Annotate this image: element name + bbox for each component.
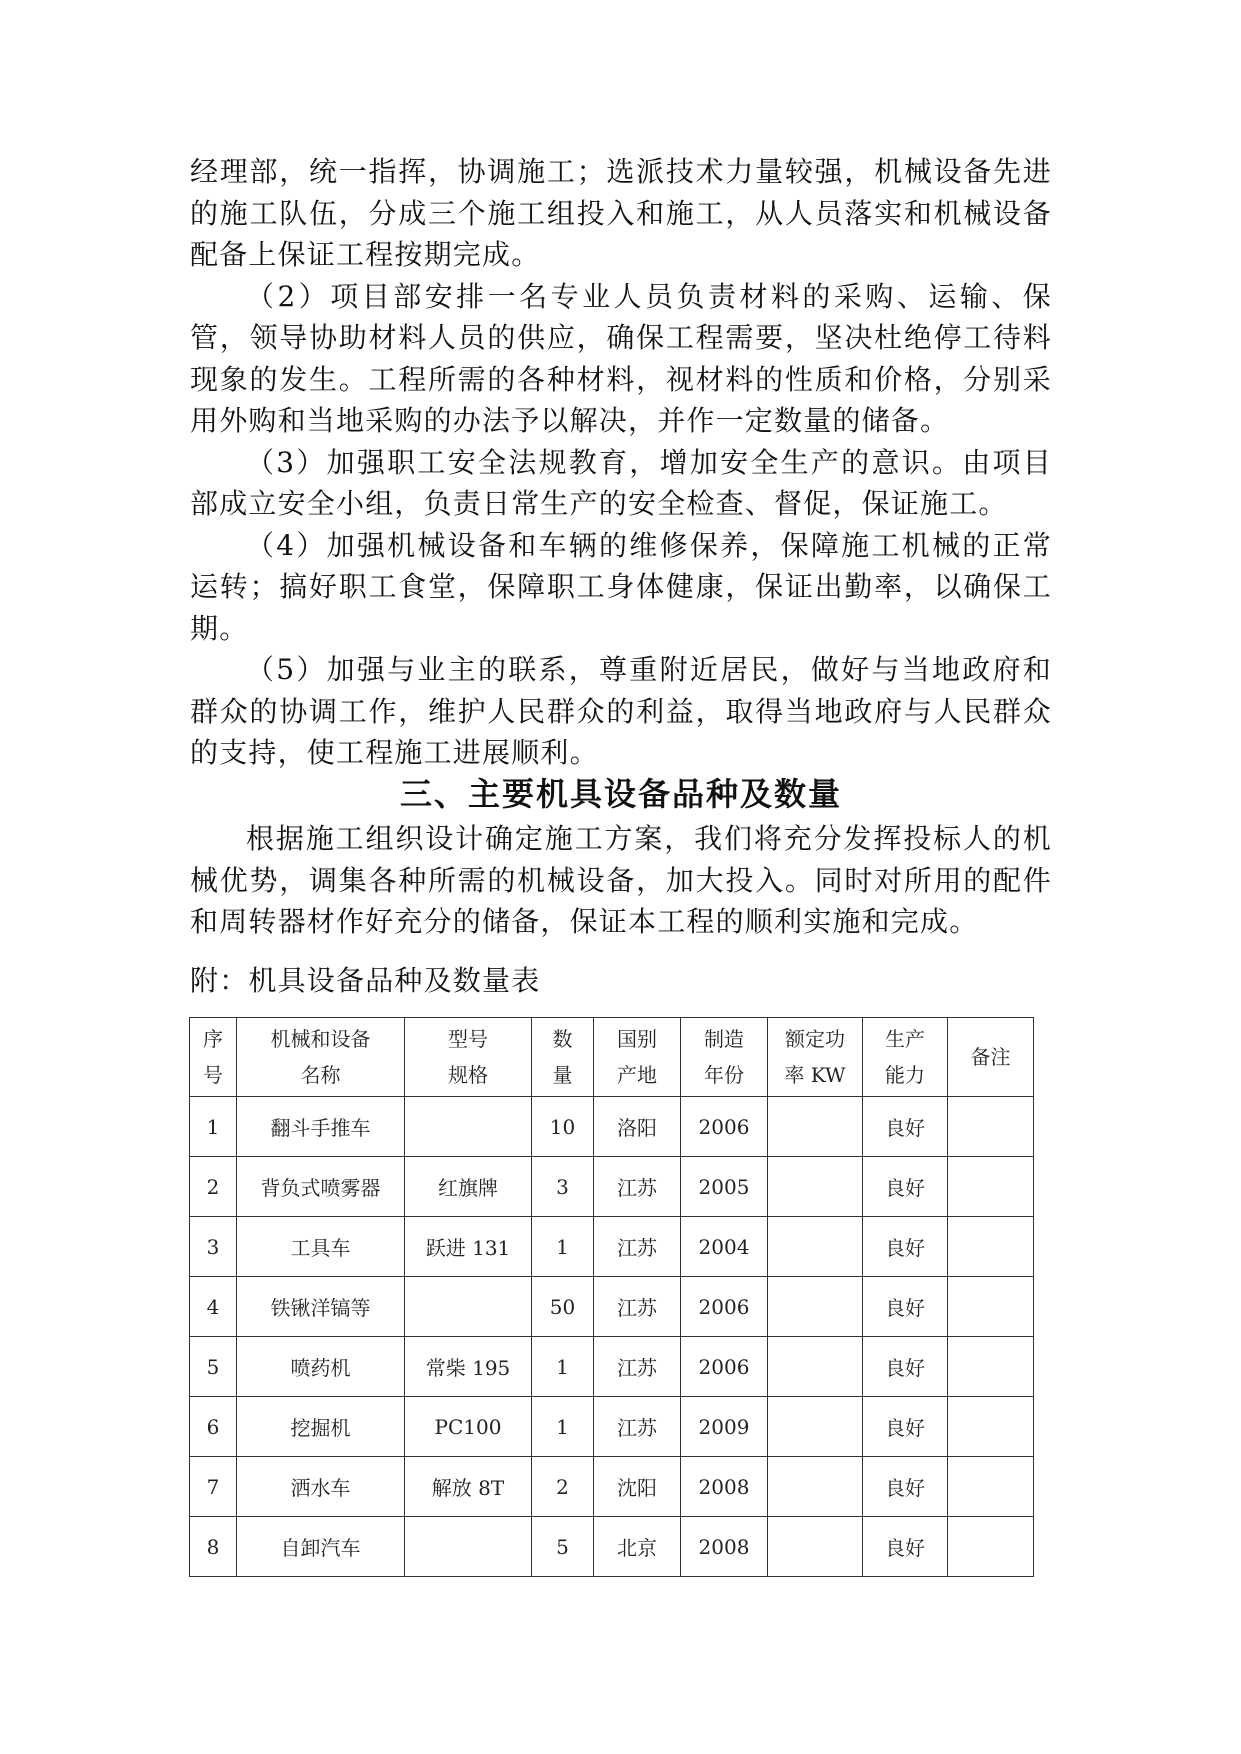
cell-year: 2008 — [681, 1457, 768, 1517]
cell-equipment-name: 翻斗手推车 — [237, 1097, 405, 1157]
table-row — [190, 1457, 1034, 1517]
cell-equipment-name: 挖掘机 — [237, 1397, 405, 1457]
cell-capacity: 良好 — [863, 1157, 948, 1217]
cell-capacity: 良好 — [863, 1337, 948, 1397]
cell-index: 3 — [190, 1217, 237, 1277]
table-row — [190, 1157, 1034, 1217]
section-text — [190, 818, 1052, 943]
section-paragraph: 根据施工组织设计确定施工方案，我们将充分发挥投标人的机械优势，调集各种所需的机械设备，加大投入。同时对所用的配件和周转器材作好充分的储备，保证本工程的顺利实施和完成。 — [190, 822, 1052, 938]
cell-year: 2009 — [681, 1397, 768, 1457]
table-row — [190, 1277, 1034, 1337]
equipment-table — [189, 1017, 1034, 1577]
cell-year: 2004 — [681, 1217, 768, 1277]
cell-origin: 江苏 — [594, 1157, 681, 1217]
cell-equipment-name: 背负式喷雾器 — [237, 1157, 405, 1217]
cell-index: 4 — [190, 1277, 237, 1337]
cell-index: 6 — [190, 1397, 237, 1457]
cell-index: 7 — [190, 1457, 237, 1517]
cell-remarks — [948, 1157, 1034, 1217]
header-index: 序 号 — [190, 1018, 237, 1097]
cell-equipment-name: 喷药机 — [237, 1337, 405, 1397]
cell-year: 2008 — [681, 1517, 768, 1577]
cell-quantity: 2 — [532, 1457, 594, 1517]
table-header — [190, 1018, 1034, 1097]
cell-origin: 江苏 — [594, 1217, 681, 1277]
cell-index: 8 — [190, 1517, 237, 1577]
cell-model: 红旗牌 — [405, 1157, 532, 1217]
cell-remarks — [948, 1517, 1034, 1577]
cell-rated-power — [768, 1217, 863, 1277]
cell-rated-power — [768, 1457, 863, 1517]
cell-model — [405, 1517, 532, 1577]
header-equipment-name: 机械和设备 名称 — [237, 1018, 405, 1097]
paragraph-3: （3）加强职工安全法规教育，增加安全生产的意识。由项目部成立安全小组，负责日常生产的安全检查、督促，保证施工。 — [190, 445, 1052, 520]
paragraph-5: （5）加强与业主的联系，尊重附近居民，做好与当地政府和群众的协调工作，维护人民群众的利益，取得当地政府与人民群众的支持，使工程施工进展顺利。 — [190, 653, 1052, 769]
cell-year: 2006 — [681, 1097, 768, 1157]
cell-equipment-name: 工具车 — [237, 1217, 405, 1277]
cell-capacity: 良好 — [863, 1517, 948, 1577]
cell-rated-power — [768, 1097, 863, 1157]
cell-index: 5 — [190, 1337, 237, 1397]
table-caption: 附：机具设备品种及数量表 — [190, 964, 541, 997]
cell-equipment-name: 铁锹洋镐等 — [237, 1277, 405, 1337]
cell-origin: 江苏 — [594, 1337, 681, 1397]
table-row — [190, 1397, 1034, 1457]
cell-quantity: 1 — [532, 1217, 594, 1277]
cell-remarks — [948, 1277, 1034, 1337]
cell-origin: 江苏 — [594, 1397, 681, 1457]
cell-origin: 沈阳 — [594, 1457, 681, 1517]
paragraph-1: 经理部，统一指挥，协调施工；选派技术力量较强，机械设备先进的施工队伍，分成三个施工组投入和施工，从人员落实和机械设备配备上保证工程按期完成。 — [190, 155, 1052, 271]
header-capacity: 生产 能力 — [863, 1018, 948, 1097]
cell-index: 1 — [190, 1097, 237, 1157]
cell-capacity: 良好 — [863, 1277, 948, 1337]
table-row — [190, 1337, 1034, 1397]
cell-capacity: 良好 — [863, 1217, 948, 1277]
cell-remarks — [948, 1397, 1034, 1457]
cell-rated-power — [768, 1337, 863, 1397]
cell-model: 常柴 195 — [405, 1337, 532, 1397]
header-remarks: 备注 — [948, 1018, 1034, 1097]
cell-capacity: 良好 — [863, 1097, 948, 1157]
header-origin: 国别 产地 — [594, 1018, 681, 1097]
cell-remarks — [948, 1097, 1034, 1157]
cell-index: 2 — [190, 1157, 237, 1217]
cell-year: 2005 — [681, 1157, 768, 1217]
cell-rated-power — [768, 1517, 863, 1577]
cell-quantity: 1 — [532, 1397, 594, 1457]
table-body — [190, 1097, 1034, 1577]
table-row — [190, 1217, 1034, 1277]
cell-quantity: 3 — [532, 1157, 594, 1217]
cell-origin: 北京 — [594, 1517, 681, 1577]
cell-year: 2006 — [681, 1277, 768, 1337]
cell-origin: 江苏 — [594, 1277, 681, 1337]
cell-model: 解放 8T — [405, 1457, 532, 1517]
header-model: 型号 规格 — [405, 1018, 532, 1097]
cell-capacity: 良好 — [863, 1397, 948, 1457]
cell-origin: 洛阳 — [594, 1097, 681, 1157]
cell-rated-power — [768, 1157, 863, 1217]
cell-quantity: 1 — [532, 1337, 594, 1397]
cell-quantity: 5 — [532, 1517, 594, 1577]
paragraph-4: （4）加强机械设备和车辆的维修保养，保障施工机械的正常运转；搞好职工食堂，保障职工身体健康，保证出勤率，以确保工期。 — [190, 528, 1052, 645]
cell-quantity: 10 — [532, 1097, 594, 1157]
cell-model: PC100 — [405, 1397, 532, 1457]
header-quantity: 数 量 — [532, 1018, 594, 1097]
cell-remarks — [948, 1217, 1034, 1277]
cell-model: 跃进 131 — [405, 1217, 532, 1277]
table-row — [190, 1517, 1034, 1577]
header-rated-power: 额定功 率 KW — [768, 1018, 863, 1097]
cell-model — [405, 1277, 532, 1337]
table-row — [190, 1097, 1034, 1157]
cell-remarks — [948, 1337, 1034, 1397]
section-heading: 三、主要机具设备品种及数量 — [399, 775, 842, 813]
cell-rated-power — [768, 1277, 863, 1337]
cell-rated-power — [768, 1397, 863, 1457]
cell-year: 2006 — [681, 1337, 768, 1397]
header-row — [190, 1018, 1034, 1097]
cell-equipment-name: 洒水车 — [237, 1457, 405, 1517]
cell-remarks — [948, 1457, 1034, 1517]
cell-model — [405, 1097, 532, 1157]
paragraph-2: （2）项目部安排一名专业人员负责材料的采购、运输、保管，领导协助材料人员的供应，确保工程需要，坚决杜绝停工待料现象的发生。工程所需的各种材料，视材料的性质和价格，分别采用外购和当地采购的办法予以解决，并作一定数量的储备。 — [190, 279, 1052, 437]
cell-equipment-name: 自卸汽车 — [237, 1517, 405, 1577]
header-year: 制造 年份 — [681, 1018, 768, 1097]
cell-quantity: 50 — [532, 1277, 594, 1337]
cell-capacity: 良好 — [863, 1457, 948, 1517]
measures-text — [190, 151, 1052, 774]
